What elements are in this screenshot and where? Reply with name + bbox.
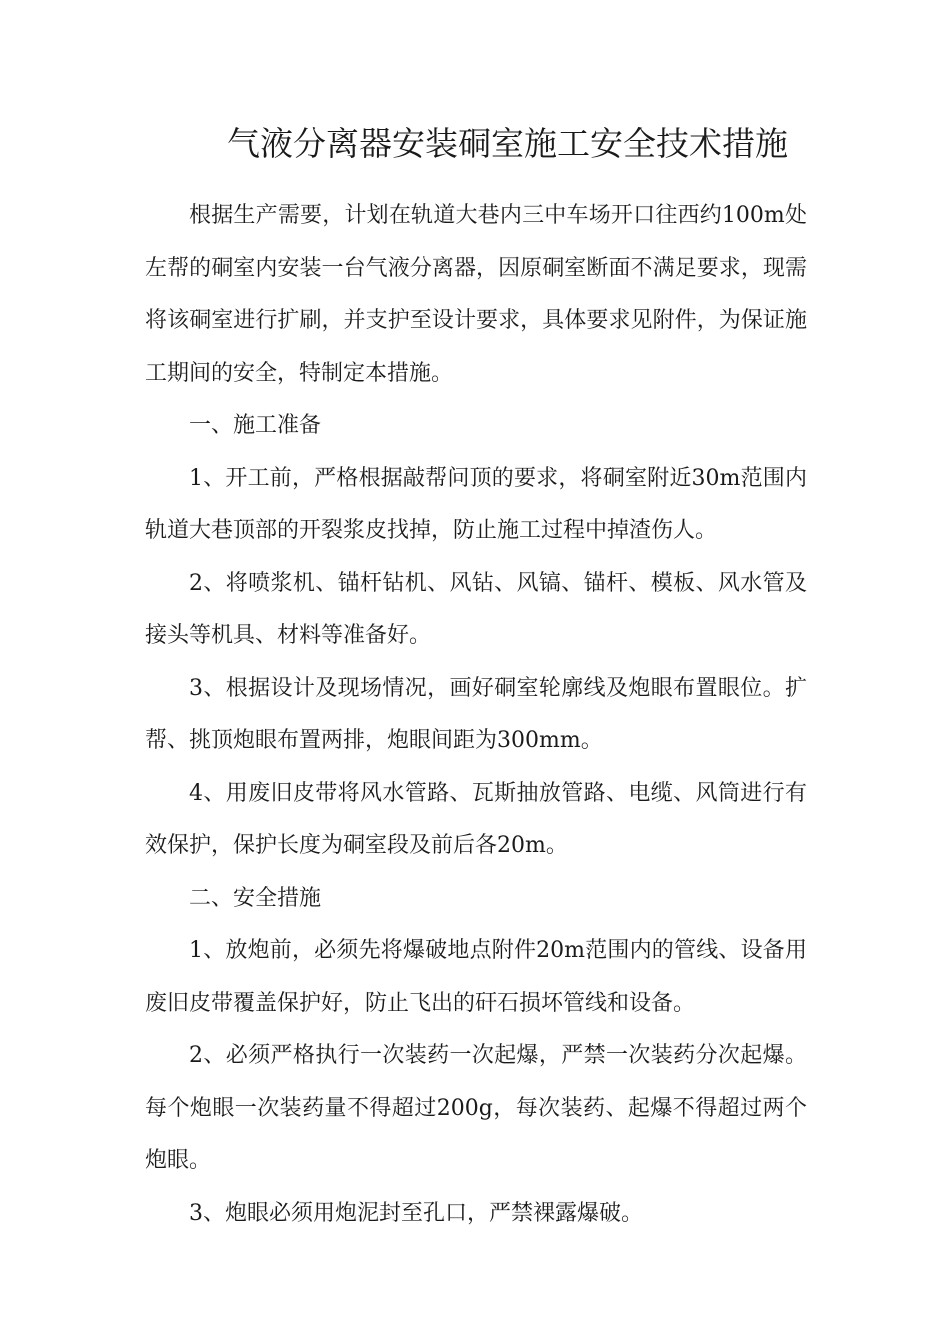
safety-item-2: 2、必须严格执行一次装药一次起爆，严禁一次装药分次起爆。每个炮眼一次装药量不得超过200g，每次装药、起爆不得超过两个炮眼。 bbox=[145, 1043, 807, 1173]
preparation-item-4: 4、用废旧皮带将风水管路、瓦斯抽放管路、电缆、风筒进行有效保护，保护长度为硐室段及前后各20m。 bbox=[145, 780, 807, 858]
preparation-item-1: 1、开工前，严格根据敲帮问顶的要求，将硐室附近30m范围内轨道大巷顶部的开裂浆皮找掉，防止施工过程中掉渣伤人。 bbox=[145, 465, 807, 543]
section-heading-safety: 二、安全措施 bbox=[189, 885, 322, 911]
intro-paragraph: 根据生产需要，计划在轨道大巷内三中车场开口往西约100m处左帮的硐室内安装一台气液分离器，因原硐室断面不满足要求，现需将该硐室进行扩刷，并支护至设计要求，具体要求见附件，为保证施工期间的安全，特制定本措施。 bbox=[145, 203, 807, 386]
safety-item-1: 1、放炮前，必须先将爆破地点附件20m范围内的管线、设备用废旧皮带覆盖保护好，防止飞出的矸石损坏管线和设备。 bbox=[145, 938, 807, 1016]
document-body bbox=[145, 190, 807, 1240]
document-title: 气液分离器安装硐室施工安全技术措施 bbox=[227, 124, 788, 163]
preparation-item-3: 3、根据设计及现场情况，画好硐室轮廓线及炮眼布置眼位。扩帮、挑顶炮眼布置两排，炮眼间距为300mm。 bbox=[145, 675, 807, 753]
safety-item-3: 3、炮眼必须用炮泥封至孔口，严禁裸露爆破。 bbox=[189, 1200, 643, 1226]
section-heading-preparation: 一、施工准备 bbox=[189, 413, 322, 438]
preparation-item-2: 2、将喷浆机、锚杆钻机、风钻、风镐、锚杆、模板、风水管及接头等机具、材料等准备好。 bbox=[145, 570, 807, 648]
